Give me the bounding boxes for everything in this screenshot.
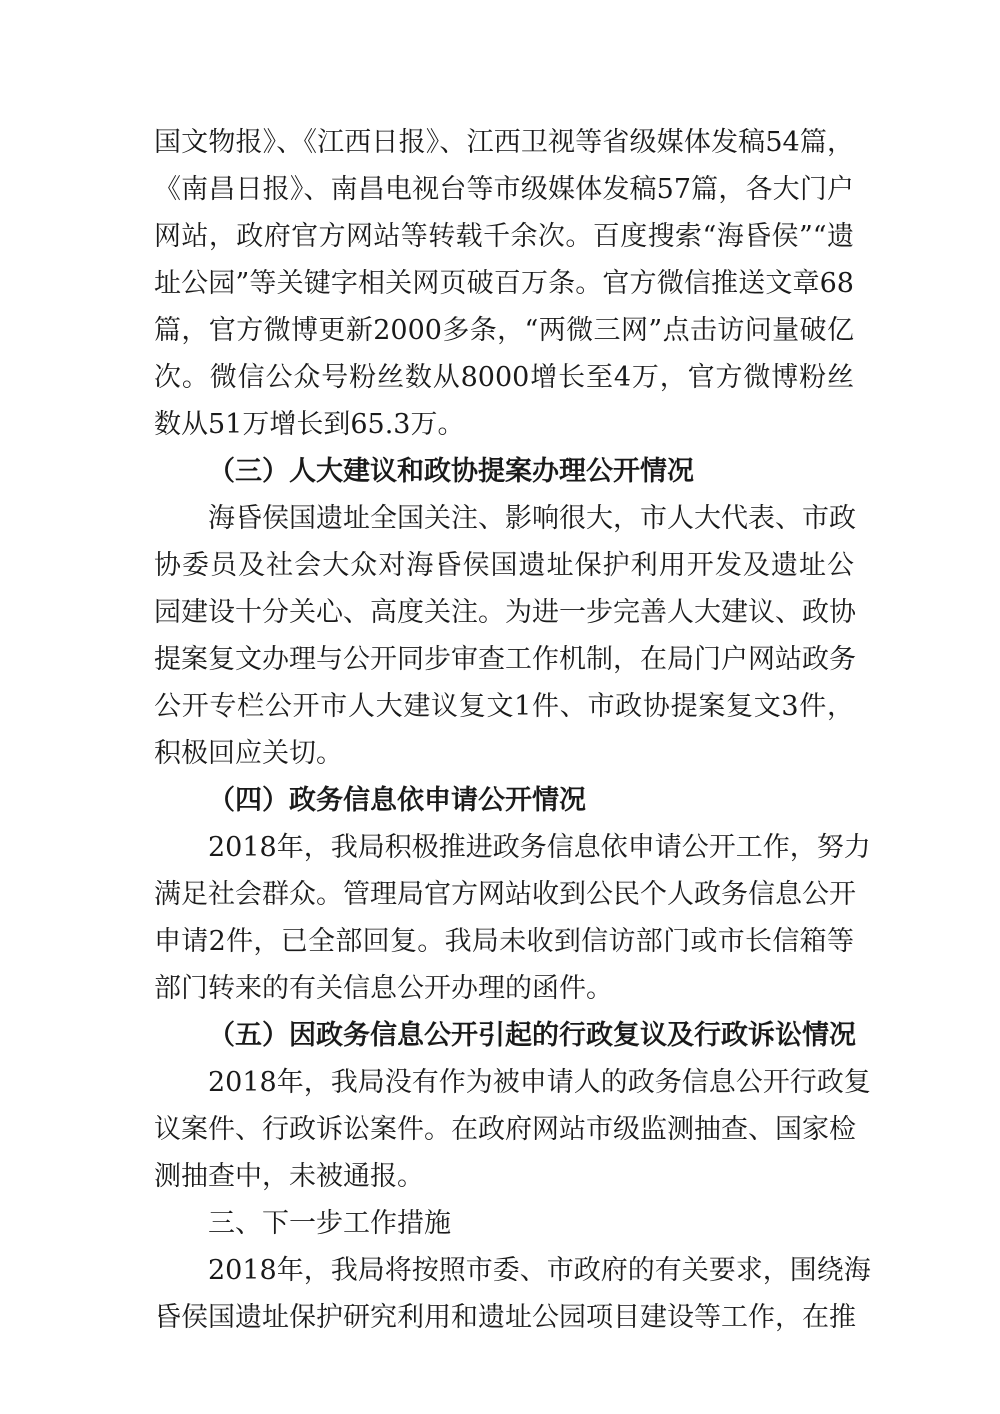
paragraph-line: 篇，官方微博更新2000多条，“两微三网”点击访问量破亿 <box>154 315 854 346</box>
paragraph-line: 《南昌日报》、南昌电视台等市级媒体发稿57篇，各大门户 <box>154 174 854 205</box>
paragraph-line: 2018年，我局将按照市委、市政府的有关要求，围绕海 <box>208 1255 871 1286</box>
paragraph-line: 积极回应关切。 <box>154 738 343 769</box>
paragraph-line: 昏侯国遗址保护研究利用和遗址公园项目建设等工作，在推 <box>154 1302 856 1333</box>
section-heading-4: （四）政务信息依申请公开情况 <box>208 785 586 816</box>
paragraph-line: 园建设十分关心、高度关注。为进一步完善人大建议、政协 <box>154 597 856 628</box>
paragraph-line: 2018年，我局积极推进政务信息依申请公开工作，努力 <box>208 832 871 863</box>
paragraph-line: 协委员及社会大众对海昏侯国遗址保护利用开发及遗址公 <box>154 550 854 581</box>
section-heading-3: （三）人大建议和政协提案办理公开情况 <box>208 456 694 487</box>
paragraph-line: 数从51万增长到65.3万。 <box>154 409 465 440</box>
paragraph-line: 议案件、行政诉讼案件。在政府网站市级监测抽查、国家检 <box>154 1114 856 1145</box>
paragraph-line: 测抽查中，未被通报。 <box>154 1161 424 1192</box>
paragraph-line: 址公园”等关键字相关网页破百万条。官方微信推送文章68 <box>154 268 854 299</box>
paragraph-line: 公开专栏公开市人大建议复文1件、市政协提案复文3件， <box>154 691 854 722</box>
paragraph-line: 海昏侯国遗址全国关注、影响很大，市人大代表、市政 <box>208 503 856 534</box>
section-heading-5: （五）因政务信息公开引起的行政复议及行政诉讼情况 <box>208 1020 856 1051</box>
paragraph-line: 满足社会群众。管理局官方网站收到公民个人政务信息公开 <box>154 879 856 910</box>
paragraph-line: 网站，政府官方网站等转载千余次。百度搜索“海昏侯”“遗 <box>154 221 854 252</box>
paragraph-line: 次。微信公众号粉丝数从8000增长至4万，官方微博粉丝 <box>154 362 854 393</box>
paragraph-line: 部门转来的有关信息公开办理的函件。 <box>154 973 613 1004</box>
part-heading-3: 三、下一步工作措施 <box>208 1208 451 1239</box>
paragraph-line: 国文物报》、《江西日报》、江西卫视等省级媒体发稿54篇， <box>154 127 854 158</box>
paragraph-line: 提案复文办理与公开同步审查工作机制，在局门户网站政务 <box>154 644 856 675</box>
paragraph-line: 2018年，我局没有作为被申请人的政务信息公开行政复 <box>208 1067 871 1098</box>
paragraph-line: 申请2件，已全部回复。我局未收到信访部门或市长信箱等 <box>154 926 854 957</box>
